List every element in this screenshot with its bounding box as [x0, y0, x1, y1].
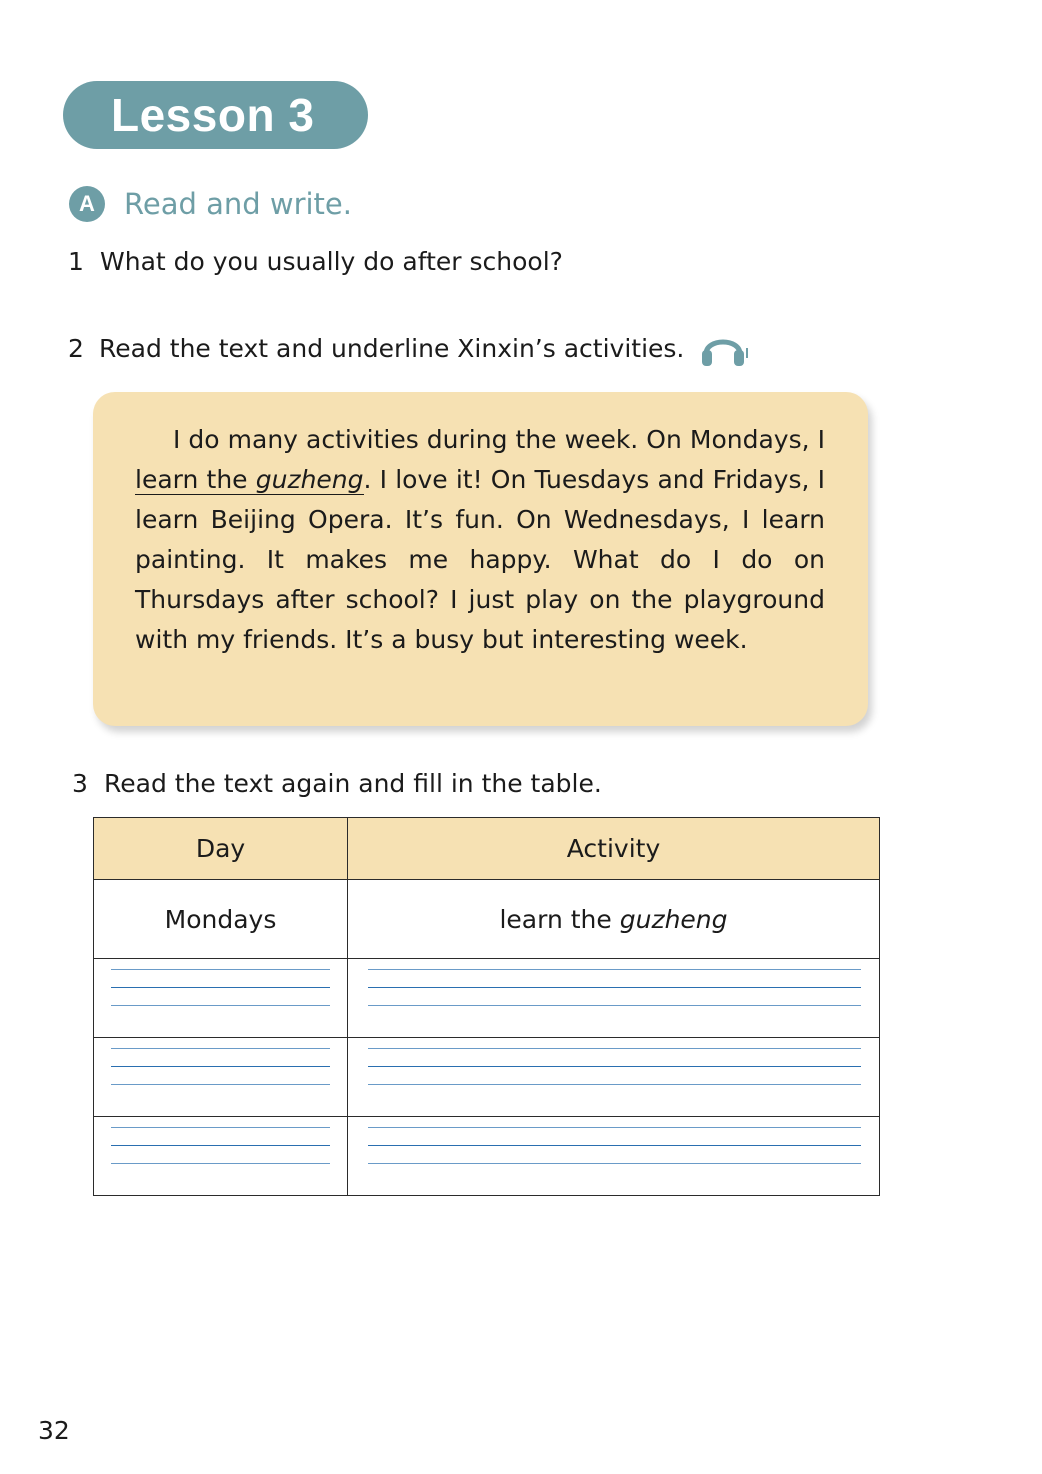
question-3-text: Read the text again and fill in the table.	[104, 769, 602, 798]
table-row	[94, 959, 880, 1038]
question-2-number: 2	[68, 333, 84, 363]
blank-activity-cell[interactable]	[348, 1038, 880, 1117]
blank-activity-cell[interactable]	[348, 1117, 880, 1196]
passage-text-rest: . I love it! On Tuesdays and Fridays, I learn Beijing Opera. It’s fun. On Wednesdays, I learn painting. It makes me happy. What do I do on Thursdays after school? I just play on the playground with my friends. It’s a busy but interesting week.	[135, 465, 825, 654]
question-1-text: What do you usually do after school?	[100, 247, 563, 276]
blank-day-cell[interactable]	[94, 1117, 348, 1196]
passage-text-start: I do many activities during the week. On Mondays, I	[173, 425, 825, 454]
blank-day-cell[interactable]	[94, 959, 348, 1038]
underlined-plain: learn the	[135, 465, 256, 494]
page-number: 32	[38, 1416, 70, 1445]
example-day: Mondays	[94, 880, 348, 959]
header-activity: Activity	[348, 818, 880, 880]
reading-passage	[135, 420, 825, 660]
headphones-icon[interactable]	[700, 328, 750, 368]
lesson-title: Lesson 3	[63, 81, 368, 149]
example-activity	[348, 880, 880, 959]
table-row	[94, 1038, 880, 1117]
table-header-row	[94, 818, 880, 880]
question-2-text: Read the text and underline Xinxin’s activities.	[99, 333, 685, 363]
section-letter-badge: A	[69, 186, 105, 222]
section-a-heading	[69, 186, 352, 222]
underlined-example	[135, 465, 364, 495]
example-activity-plain: learn the	[499, 904, 620, 934]
section-title: Read and write.	[124, 187, 352, 221]
table-row	[94, 880, 880, 959]
question-2	[68, 328, 750, 368]
header-day: Day	[94, 818, 348, 880]
blank-day-cell[interactable]	[94, 1038, 348, 1117]
underlined-italic: guzheng	[255, 465, 364, 494]
question-3	[72, 769, 602, 798]
question-3-number: 3	[72, 769, 88, 798]
question-1	[68, 247, 563, 276]
activity-table	[93, 817, 880, 1196]
blank-activity-cell[interactable]	[348, 959, 880, 1038]
table-row	[94, 1117, 880, 1196]
question-1-number: 1	[68, 247, 84, 276]
example-activity-italic: guzheng	[619, 904, 728, 934]
